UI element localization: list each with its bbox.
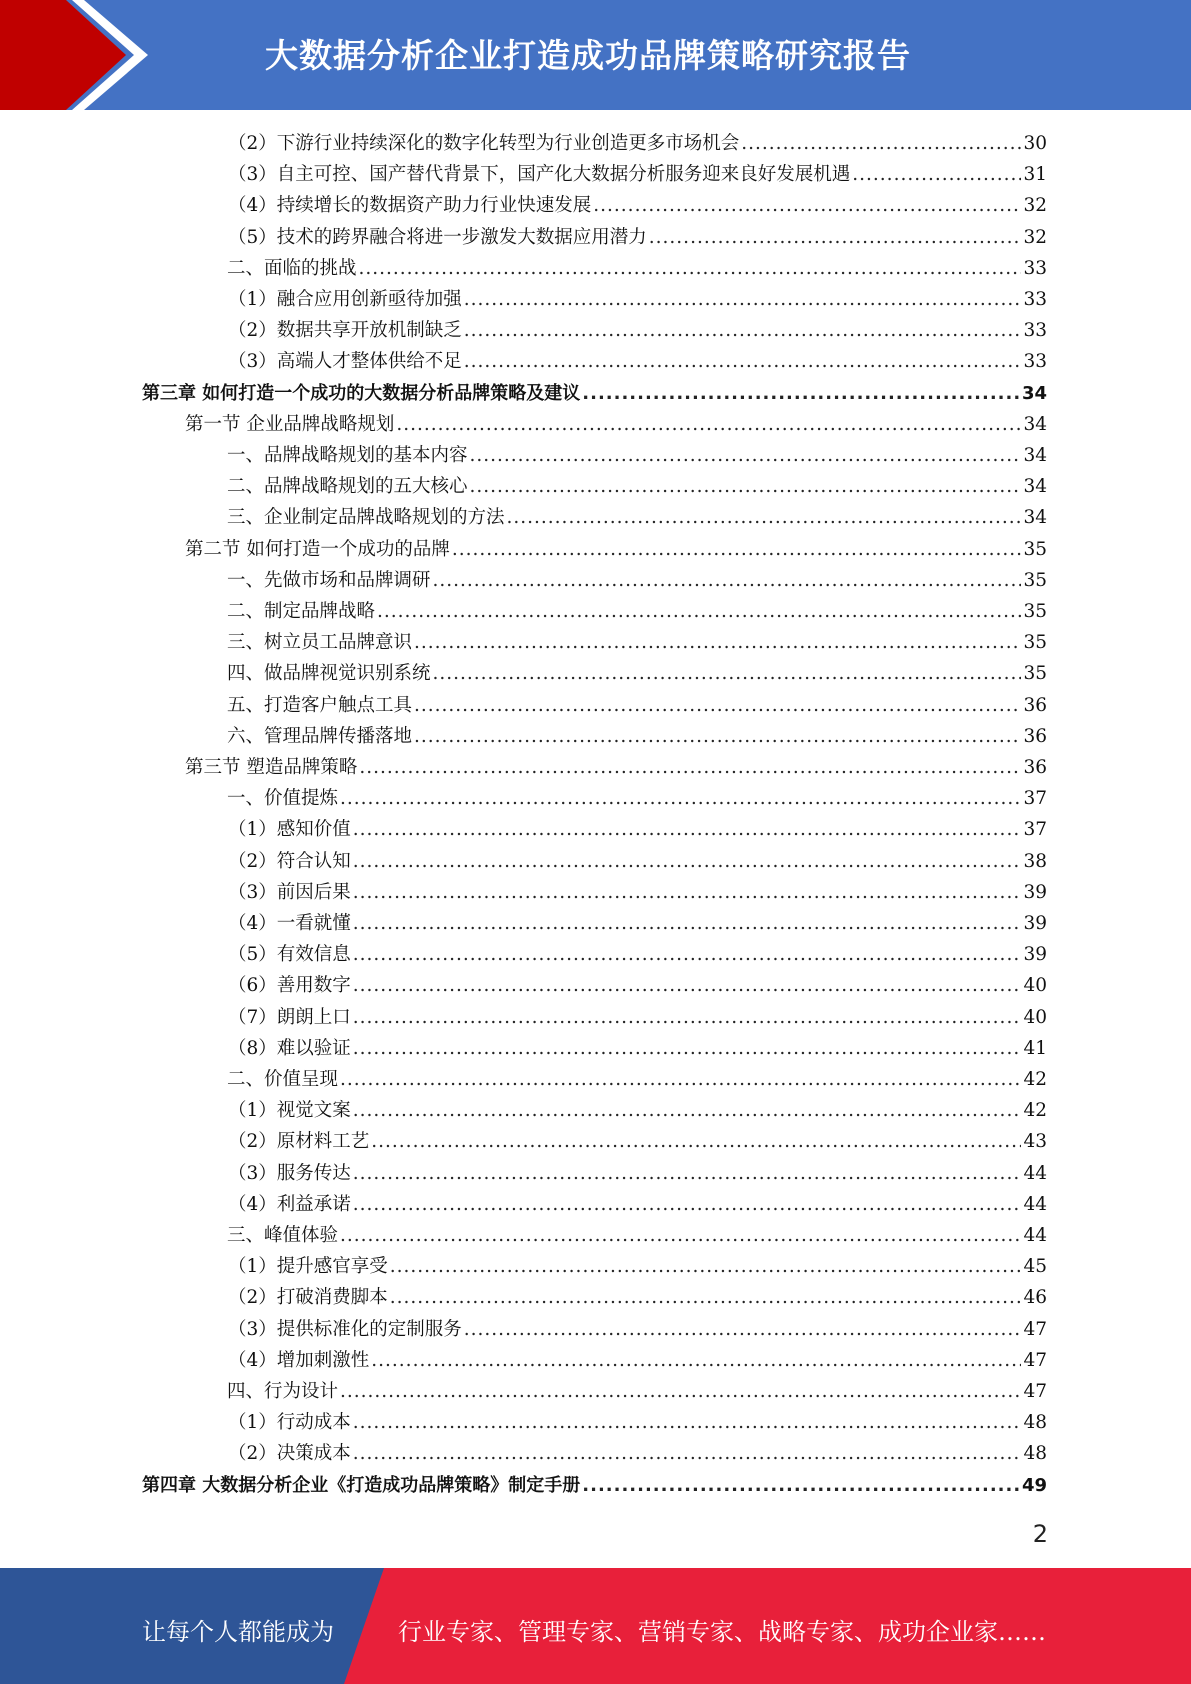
toc-entry-page: 40 — [1023, 1006, 1047, 1028]
toc-entry-label: （6）善用数字 — [228, 975, 351, 997]
toc-entry-page: 45 — [1023, 1256, 1047, 1278]
toc-leader-dots — [396, 409, 1021, 440]
toc-entry[interactable] — [227, 502, 1047, 533]
toc-leader-dots — [353, 939, 1022, 970]
toc-entry[interactable] — [228, 939, 1047, 970]
toc-entry-page: 49 — [1021, 1474, 1047, 1496]
toc-entry-label: （1）视觉文案 — [228, 1100, 351, 1122]
toc-entry-page: 38 — [1023, 850, 1047, 872]
toc-leader-dots — [582, 1470, 1020, 1501]
toc-entry-page: 42 — [1023, 1100, 1047, 1122]
toc-leader-dots — [377, 596, 1021, 627]
toc-entry-page: 39 — [1023, 944, 1047, 966]
header-band — [0, 0, 1191, 110]
toc-entry[interactable] — [228, 1033, 1047, 1064]
toc-entry-label: （5）技术的跨界融合将进一步激发大数据应用潜力 — [228, 226, 647, 248]
toc-leader-dots — [470, 440, 1022, 471]
toc-entry-page: 47 — [1023, 1381, 1047, 1402]
toc-leader-dots — [353, 1407, 1022, 1438]
toc-entry-page: 44 — [1023, 1162, 1047, 1184]
toc-leader-dots — [741, 128, 1021, 159]
toc-entry[interactable] — [228, 814, 1047, 845]
toc-entry[interactable] — [228, 159, 1047, 190]
toc-entry-page: 35 — [1023, 601, 1047, 622]
toc-leader-dots — [353, 877, 1022, 908]
toc-entry-label: （1）融合应用创新亟待加强 — [228, 289, 462, 310]
toc-entry[interactable] — [228, 1438, 1047, 1469]
toc-entry-label: （3）高端人才整体供给不足 — [228, 351, 462, 373]
toc-leader-dots — [359, 752, 1021, 783]
toc-entry-page: 32 — [1023, 226, 1047, 248]
toc-entry[interactable] — [228, 190, 1047, 221]
header-chevron-decoration — [0, 0, 160, 110]
toc-leader-dots — [852, 159, 1021, 190]
toc-leader-dots — [470, 471, 1022, 502]
toc-leader-dots — [353, 1158, 1022, 1189]
toc-entry-page: 34 — [1023, 445, 1047, 466]
toc-entry-page: 33 — [1023, 351, 1047, 373]
toc-leader-dots — [359, 253, 1022, 284]
toc-entry[interactable] — [228, 1314, 1047, 1345]
toc-entry[interactable] — [185, 409, 1047, 440]
toc-entry-page: 39 — [1023, 913, 1047, 934]
toc-entry-label: 四、行为设计 — [227, 1381, 339, 1402]
toc-leader-dots — [390, 1282, 1022, 1313]
toc-entry[interactable] — [227, 1220, 1047, 1251]
toc-entry-label: （7）朗朗上口 — [228, 1006, 351, 1028]
toc-entry-page: 48 — [1023, 1443, 1047, 1465]
toc-leader-dots — [414, 690, 1021, 721]
toc-leader-dots — [649, 222, 1022, 253]
toc-entry[interactable] — [228, 346, 1047, 377]
toc-entry[interactable] — [185, 534, 1047, 565]
toc-entry-label: 第三章 如何打造一个成功的大数据分析品牌策略及建议 — [142, 382, 581, 404]
toc-leader-dots — [390, 1251, 1022, 1282]
toc-entry-label: （5）有效信息 — [228, 944, 351, 966]
toc-leader-dots — [353, 846, 1022, 877]
toc-entry[interactable] — [227, 596, 1047, 627]
toc-entry[interactable] — [227, 1376, 1047, 1407]
toc-entry-page: 47 — [1023, 1349, 1047, 1371]
toc-entry-label: （1）提升感官享受 — [228, 1256, 388, 1278]
toc-entry[interactable] — [227, 627, 1047, 658]
toc-entry[interactable] — [185, 752, 1047, 783]
toc-entry[interactable] — [228, 128, 1047, 159]
toc-entry-label: 三、树立员工品牌意识 — [227, 632, 413, 654]
toc-entry[interactable] — [227, 690, 1047, 721]
toc-entry-label: 第三节 塑造品牌策略 — [185, 757, 358, 778]
toc-entry-label: 三、峰值体验 — [227, 1225, 339, 1246]
toc-entry-label: （2）下游行业持续深化的数字化转型为行业创造更多市场机会 — [228, 133, 740, 154]
toc-leader-dots — [340, 1064, 1021, 1095]
toc-entry-label: （1）行动成本 — [228, 1412, 351, 1434]
toc-entry-page: 36 — [1023, 694, 1047, 716]
toc-entry-label: （2）原材料工艺 — [228, 1131, 370, 1153]
toc-entry-page: 40 — [1023, 975, 1047, 997]
toc-entry-label: （3）前因后果 — [228, 881, 351, 903]
toc-entry-label: （2）打破消费脚本 — [228, 1287, 388, 1309]
toc-entry-label: （8）难以验证 — [228, 1037, 351, 1059]
toc-entry-label: 二、价值呈现 — [227, 1069, 339, 1090]
toc-entry-page: 34 — [1021, 382, 1047, 404]
toc-entry-page: 31 — [1023, 164, 1047, 186]
toc-entry-page: 41 — [1023, 1037, 1047, 1059]
toc-leader-dots — [464, 1314, 1022, 1345]
toc-entry-page: 43 — [1023, 1131, 1047, 1153]
toc-entry-page: 33 — [1023, 257, 1047, 279]
toc-entry-label: （4）持续增长的数据资产助力行业快速发展 — [228, 195, 592, 217]
toc-leader-dots — [353, 908, 1022, 939]
toc-leader-dots — [353, 814, 1022, 845]
toc-leader-dots — [353, 1002, 1022, 1033]
toc-entry-label: （3）自主可控、国产替代背景下，国产化大数据分析服务迎来良好发展机遇 — [228, 164, 851, 186]
page-number: 2 — [1032, 1520, 1048, 1548]
toc-entry-label: （2）符合认知 — [228, 850, 351, 872]
toc-entry[interactable] — [228, 1282, 1047, 1313]
toc-entry-label: （2）决策成本 — [228, 1443, 351, 1465]
toc-leader-dots — [353, 1033, 1022, 1064]
toc-entry-label: 六、管理品牌传播落地 — [227, 725, 413, 747]
toc-entry-page: 32 — [1023, 195, 1047, 217]
toc-entry-label: （2）数据共享开放机制缺乏 — [228, 320, 462, 342]
footer-slogan-right: 行业专家、管理专家、营销专家、战略专家、成功企业家…… — [398, 1618, 1046, 1646]
toc-entry-label: （3）提供标准化的定制服务 — [228, 1318, 462, 1340]
toc-entry-label: （4）利益承诺 — [228, 1193, 351, 1215]
toc-entry-label: 三、企业制定品牌战略规划的方法 — [227, 507, 505, 529]
toc-entry[interactable] — [227, 440, 1047, 471]
report-title: 大数据分析企业打造成功品牌策略研究报告 — [265, 36, 911, 75]
toc-entry[interactable] — [228, 1345, 1047, 1376]
toc-entry-page: 37 — [1023, 788, 1047, 810]
toc-entry-page: 34 — [1023, 507, 1047, 529]
toc-entry[interactable] — [228, 1189, 1047, 1220]
toc-entry[interactable] — [228, 1095, 1047, 1126]
toc-leader-dots — [340, 1220, 1021, 1251]
toc-entry[interactable] — [227, 253, 1047, 284]
toc-entry-label: 二、制定品牌战略 — [227, 601, 376, 622]
toc-chapter-entry[interactable] — [142, 378, 1047, 409]
toc-entry[interactable] — [228, 1251, 1047, 1282]
toc-entry[interactable] — [228, 1126, 1047, 1157]
toc-leader-dots — [582, 378, 1020, 409]
toc-entry-page: 35 — [1023, 663, 1047, 685]
toc-entry[interactable] — [228, 284, 1047, 315]
toc-entry-label: 五、打造客户触点工具 — [227, 694, 413, 716]
toc-entry-label: 一、价值提炼 — [227, 788, 339, 810]
toc-entry-label: 一、品牌战略规划的基本内容 — [227, 445, 468, 466]
toc-entry[interactable] — [228, 846, 1047, 877]
toc-chapter-entry[interactable] — [142, 1470, 1047, 1501]
toc-entry[interactable] — [227, 471, 1047, 502]
toc-leader-dots — [340, 783, 1021, 814]
toc-entry[interactable] — [228, 1002, 1047, 1033]
toc-leader-dots — [433, 658, 1022, 689]
footer-slogan-left: 让每个人都能成为 — [142, 1618, 334, 1646]
toc-entry-page: 44 — [1023, 1193, 1047, 1215]
toc-entry[interactable] — [228, 1407, 1047, 1438]
toc-entry[interactable] — [227, 721, 1047, 752]
toc-entry[interactable] — [228, 222, 1047, 253]
toc-entry-label: （3）服务传达 — [228, 1162, 351, 1184]
toc-entry-label: （1）感知价值 — [228, 819, 351, 841]
toc-leader-dots — [353, 1189, 1022, 1220]
toc-leader-dots — [340, 1376, 1021, 1407]
toc-leader-dots — [353, 1095, 1022, 1126]
toc-entry[interactable] — [228, 908, 1047, 939]
toc-entry-label: 二、品牌战略规划的五大核心 — [227, 476, 468, 498]
toc-entry-page: 30 — [1023, 133, 1047, 154]
toc-leader-dots — [353, 970, 1022, 1001]
toc-entry-page: 33 — [1023, 320, 1047, 342]
toc-leader-dots — [593, 190, 1021, 221]
toc-entry-page: 47 — [1023, 1318, 1047, 1340]
toc-entry-page: 34 — [1023, 413, 1047, 435]
toc-entry-label: （4）增加刺激性 — [228, 1349, 370, 1371]
toc-entry-label: 一、先做市场和品牌调研 — [227, 569, 431, 591]
toc-entry[interactable] — [228, 1158, 1047, 1189]
toc-entry-page: 35 — [1023, 632, 1047, 654]
toc-leader-dots — [433, 565, 1022, 596]
toc-entry[interactable] — [228, 970, 1047, 1001]
toc-entry[interactable] — [227, 1064, 1047, 1095]
toc-entry[interactable] — [228, 315, 1047, 346]
toc-entry[interactable] — [227, 783, 1047, 814]
toc-entry-label: 第一节 企业品牌战略规划 — [185, 413, 395, 435]
toc-entry-page: 34 — [1023, 476, 1047, 498]
toc-leader-dots — [414, 721, 1021, 752]
toc-entry-page: 42 — [1023, 1069, 1047, 1090]
toc-entry-label: 四、做品牌视觉识别系统 — [227, 663, 431, 685]
toc-entry-page: 46 — [1023, 1287, 1047, 1309]
toc-entry-page: 39 — [1023, 881, 1047, 903]
toc-leader-dots — [464, 315, 1022, 346]
toc-entry-page: 35 — [1023, 538, 1047, 560]
toc-entry-label: 二、面临的挑战 — [227, 257, 357, 279]
toc-leader-dots — [353, 1438, 1022, 1469]
toc-entry-page: 44 — [1023, 1225, 1047, 1246]
toc-entry[interactable] — [227, 565, 1047, 596]
toc-leader-dots — [464, 346, 1022, 377]
toc-entry[interactable] — [228, 877, 1047, 908]
toc-entry-page: 36 — [1023, 725, 1047, 747]
toc-entry-page: 37 — [1023, 819, 1047, 841]
toc-leader-dots — [371, 1126, 1021, 1157]
toc-entry-label: 第四章 大数据分析企业《打造成功品牌策略》制定手册 — [142, 1474, 581, 1496]
footer-band — [0, 1568, 1191, 1684]
toc-entry-page: 35 — [1023, 569, 1047, 591]
toc-leader-dots — [507, 502, 1022, 533]
toc-entry-label: 第二节 如何打造一个成功的品牌 — [185, 538, 450, 560]
toc-entry-page: 48 — [1023, 1412, 1047, 1434]
toc-leader-dots — [371, 1345, 1021, 1376]
toc-entry-page: 33 — [1023, 289, 1047, 310]
toc-entry-page: 36 — [1023, 757, 1047, 778]
toc-leader-dots — [464, 284, 1022, 315]
toc-entry[interactable] — [227, 658, 1047, 689]
toc-entry-label: （4）一看就懂 — [228, 913, 351, 934]
toc-leader-dots — [414, 627, 1021, 658]
toc-leader-dots — [452, 534, 1022, 565]
